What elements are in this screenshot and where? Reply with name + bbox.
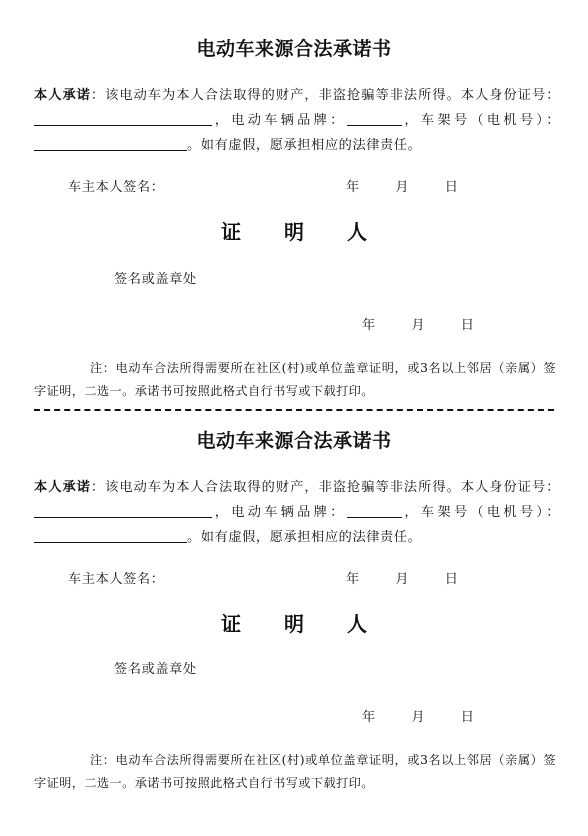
witness-heading: 证 明 人	[221, 220, 385, 244]
form-title: 电动车来源合法承诺书	[196, 38, 392, 60]
promise-paragraph	[34, 83, 560, 158]
date-day: 日	[444, 180, 459, 195]
commitment-form-lower	[0, 392, 588, 790]
promise-text: ，电动车辆品牌：	[212, 505, 347, 520]
date-month: 月	[411, 318, 426, 333]
date-month: 月	[395, 572, 410, 587]
date-year: 年	[346, 572, 360, 587]
footnote: 注：电动车合法所得需要所在社区(村)或单位盖章证明，或3名以上邻居（亲属）签字证明，二选一。承诺书可按照此格式自行书写或下载打印。	[34, 361, 556, 398]
promise-text: 。如有虚假，愿承担相应的法律责任。	[187, 138, 422, 153]
promise-text: ，车架号（电机号）：	[401, 113, 560, 128]
frame-number-blank[interactable]	[34, 135, 187, 151]
promise-paragraph	[34, 475, 560, 550]
owner-signature-label: 车主本人签名：	[68, 572, 165, 587]
form-title: 电动车来源合法承诺书	[196, 430, 392, 452]
owner-date	[346, 568, 459, 587]
promise-label: 本人承诺	[34, 480, 91, 495]
id-number-blank[interactable]	[34, 502, 212, 518]
owner-signature-label: 车主本人签名：	[68, 180, 165, 195]
promise-text: 。如有虚假，愿承担相应的法律责任。	[187, 530, 422, 545]
commitment-form-upper	[0, 0, 588, 398]
brand-blank[interactable]	[347, 110, 402, 126]
date-day: 日	[444, 572, 459, 587]
witness-date	[362, 314, 475, 333]
frame-number-blank[interactable]	[34, 527, 187, 543]
date-month: 月	[411, 710, 426, 725]
witness-signature-label: 签名或盖章处	[114, 662, 197, 677]
witness-heading: 证 明 人	[221, 612, 385, 636]
date-year: 年	[346, 180, 360, 195]
witness-signature-label: 签名或盖章处	[114, 272, 197, 287]
date-day: 日	[460, 318, 475, 333]
promise-text: ，电动车辆品牌：	[212, 113, 347, 128]
date-year: 年	[362, 318, 376, 333]
witness-date	[362, 706, 475, 725]
brand-blank[interactable]	[347, 502, 402, 518]
promise-label: 本人承诺	[34, 88, 91, 103]
promise-text: ，车架号（电机号）：	[401, 505, 560, 520]
owner-date	[346, 176, 459, 195]
footnote: 注：电动车合法所得需要所在社区(村)或单位盖章证明，或3名以上邻居（亲属）签字证明，二选一。承诺书可按照此格式自行书写或下载打印。	[34, 753, 556, 790]
date-month: 月	[395, 180, 410, 195]
id-number-blank[interactable]	[34, 110, 212, 126]
date-day: 日	[460, 710, 475, 725]
promise-text: ：该电动车为本人合法取得的财产，非盗抢骗等非法所得。本人身份证号：	[90, 480, 561, 495]
promise-text: ：该电动车为本人合法取得的财产，非盗抢骗等非法所得。本人身份证号：	[90, 88, 561, 103]
date-year: 年	[362, 710, 376, 725]
